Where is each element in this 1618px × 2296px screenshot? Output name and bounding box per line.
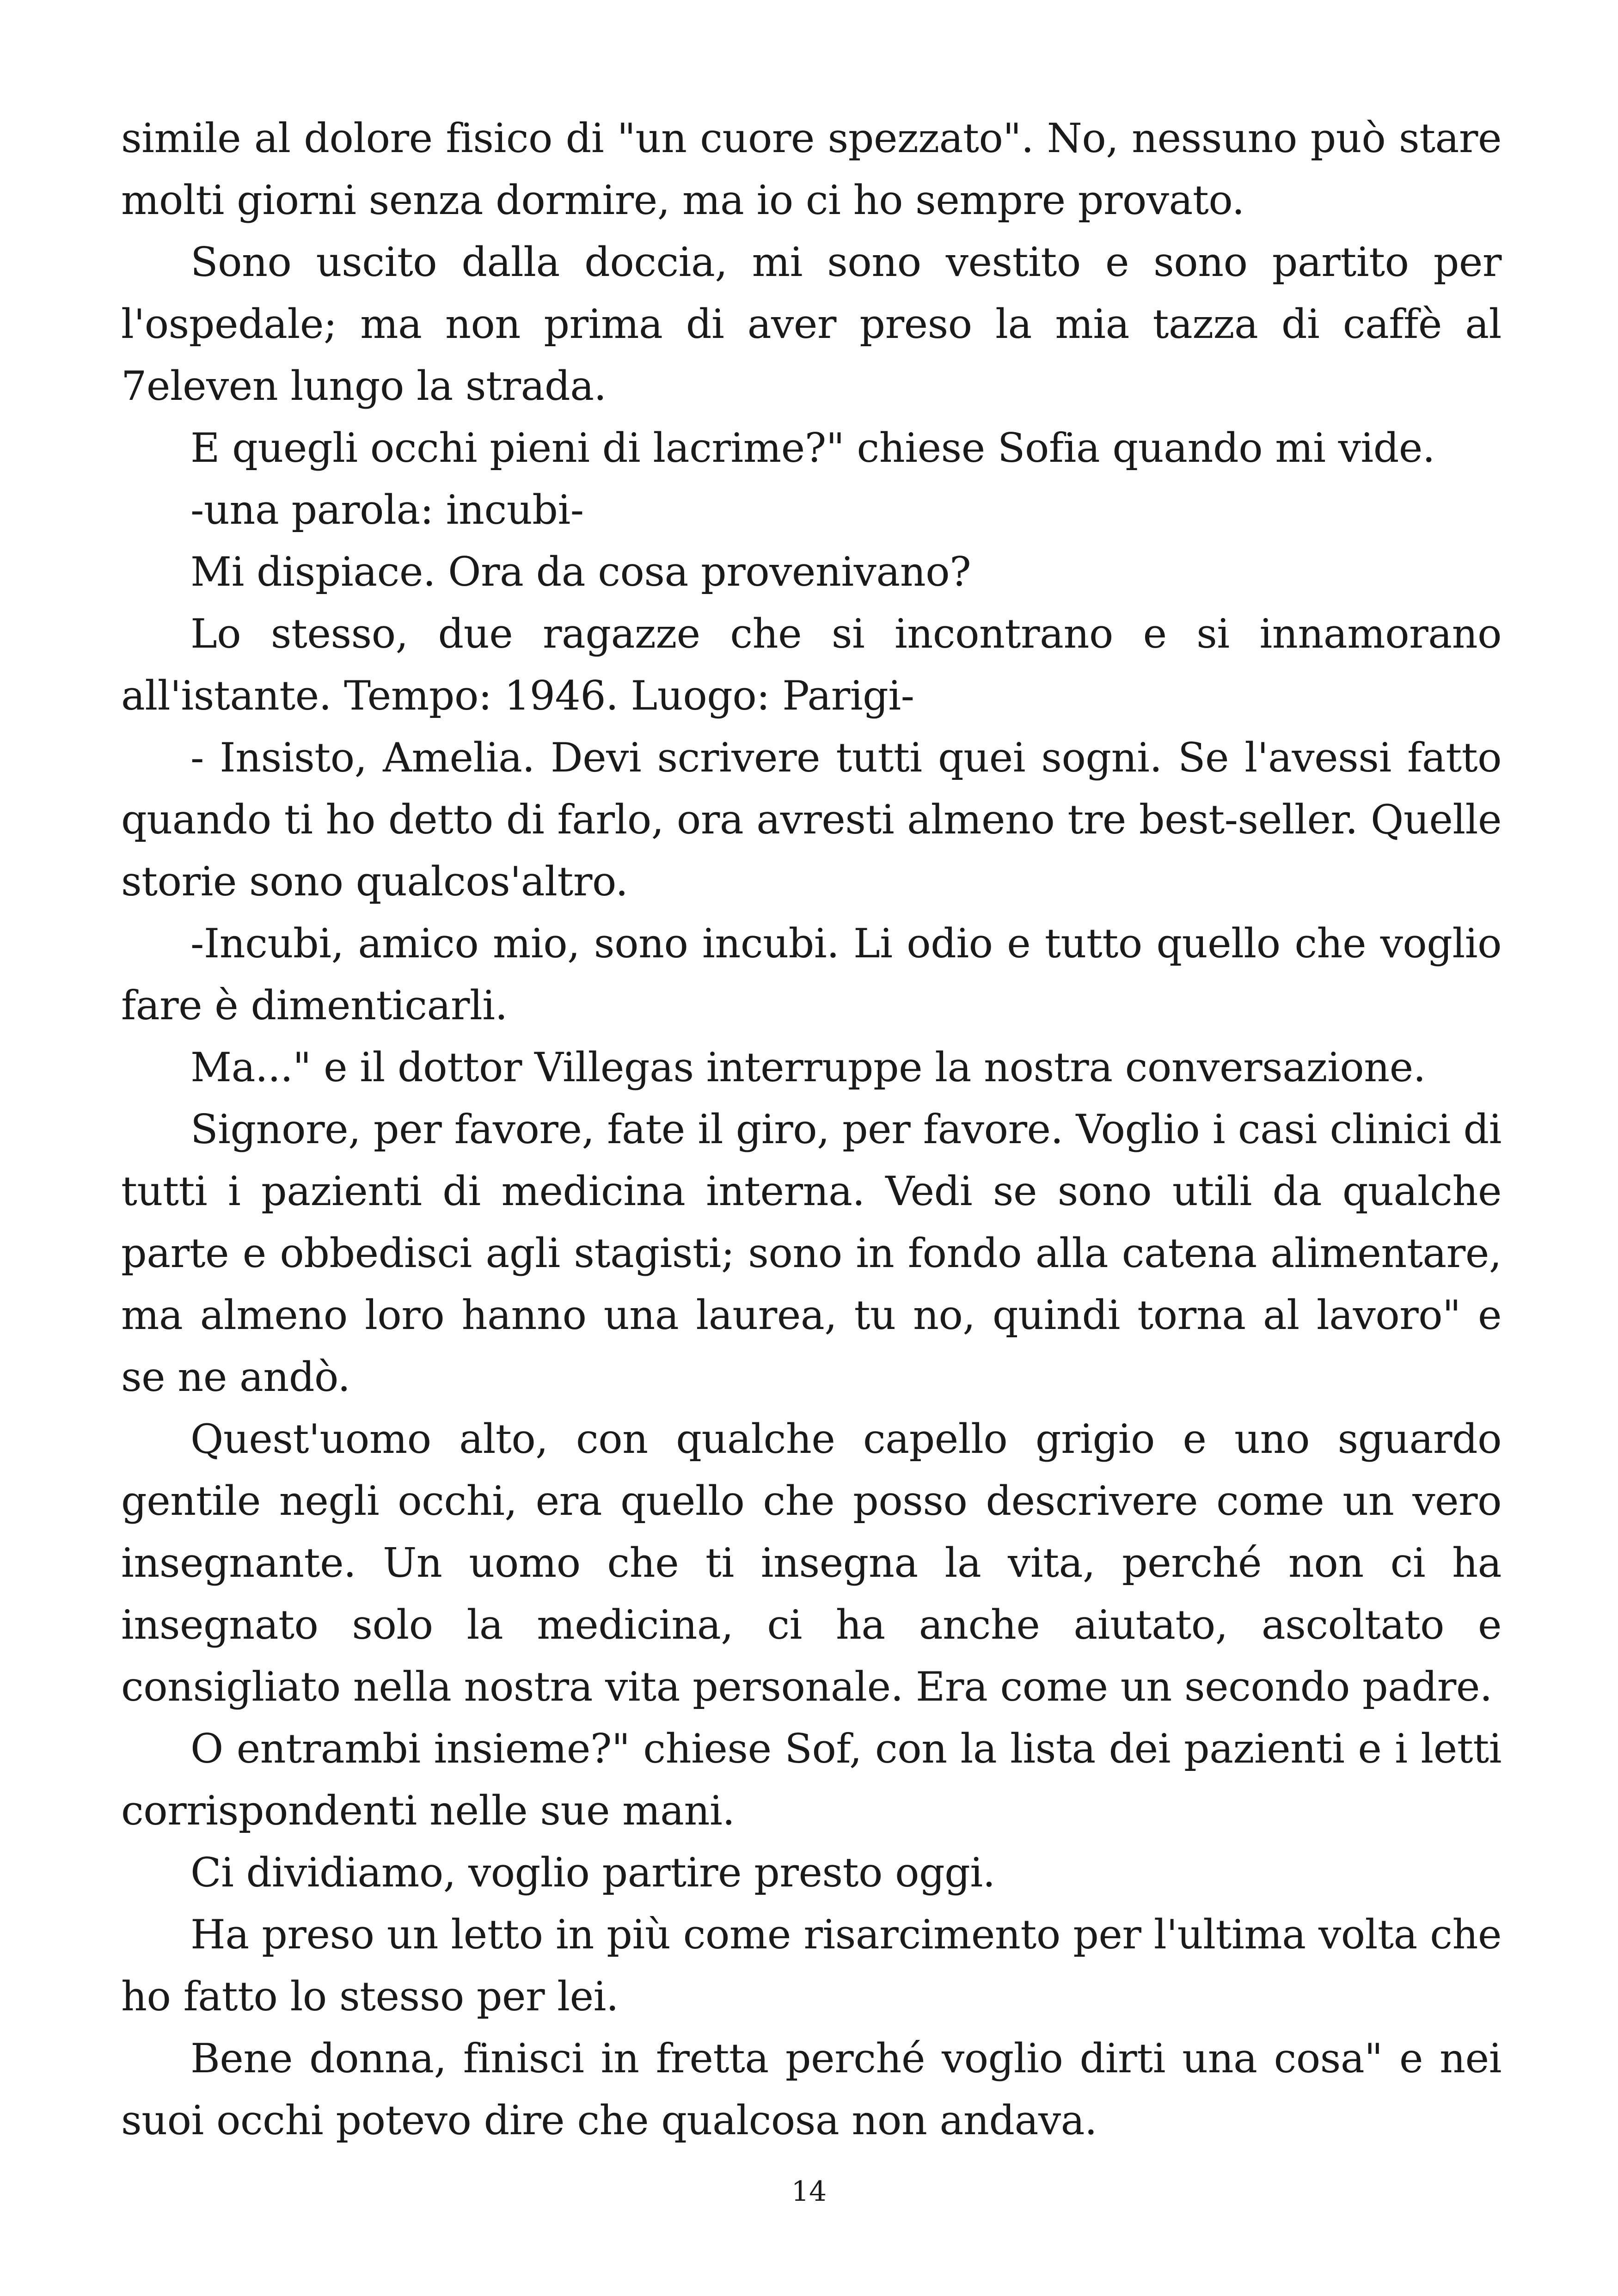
paragraph-11: Quest'uomo alto, con qualche capello grigio e uno sguardo gentile negli occhi, era quello che posso descrivere come un vero insegnante. Un uomo che ti insegna la vita, perché non ci ha insegnato solo la medicina, ci ha anche aiutato, ascoltato e consigliato nella nostra vita personale. Era come un secondo padre. [121,1415,1502,1710]
paragraph-13: Ci dividiamo, voglio partire presto oggi. [190,1849,995,1896]
paragraph-4: -una parola: incubi- [190,486,584,533]
paragraph-12: O entrambi insieme?" chiese Sof, con la lista dei pazienti e i letti corrispondenti nelle sue mani. [121,1725,1502,1834]
paragraph-10: Signore, per favore, fate il giro, per favore. Voglio i casi clinici di tutti i pazienti di medicina interna. Vedi se sono utili da qualche parte e obbedisci agli stagisti; sono in fondo alla catena alimentare, ma almeno loro hanno una laurea, tu no, quindi torna al lavoro" e se ne andò. [121,1106,1502,1401]
paragraph-14: Ha preso un letto in più come risarcimento per l'ultima volta che ho fatto lo stesso per lei. [121,1911,1502,2020]
paragraph-6: Lo stesso, due ragazze che si incontrano e si innamorano all'istante. Tempo: 1946. Luogo: Parigi- [121,610,1502,719]
paragraph-3: E quegli occhi pieni di lacrime?" chiese Sofia quando mi vide. [190,424,1435,471]
paragraph-7: - Insisto, Amelia. Devi scrivere tutti quei sogni. Se l'avessi fatto quando ti ho detto di farlo, ora avresti almeno tre best-seller. Quelle storie sono qualcos'altro. [121,734,1502,905]
paragraph-9: Ma..." e il dottor Villegas interruppe la nostra conversazione. [190,1044,1426,1091]
paragraph-8: -Incubi, amico mio, sono incubi. Li odio e tutto quello che voglio fare è dimenticarli. [121,920,1502,1029]
page-body [121,107,1502,2151]
paragraph-5: Mi dispiace. Ora da cosa provenivano? [190,548,971,595]
paragraph-2: Sono uscito dalla doccia, mi sono vestito e sono partito per l'ospedale; ma non prima di aver preso la mia tazza di caffè al 7eleven lungo la strada. [121,239,1502,410]
paragraph-1: simile al dolore fisico di "un cuore spezzato". No, nessuno può stare molti giorni senza dormire, ma io ci ho sempre provato. [121,115,1502,224]
page-number: 14 [791,2175,827,2208]
paragraph-15: Bene donna, finisci in fretta perché voglio dirti una cosa" e nei suoi occhi potevo dire che qualcosa non andava. [121,2035,1502,2144]
